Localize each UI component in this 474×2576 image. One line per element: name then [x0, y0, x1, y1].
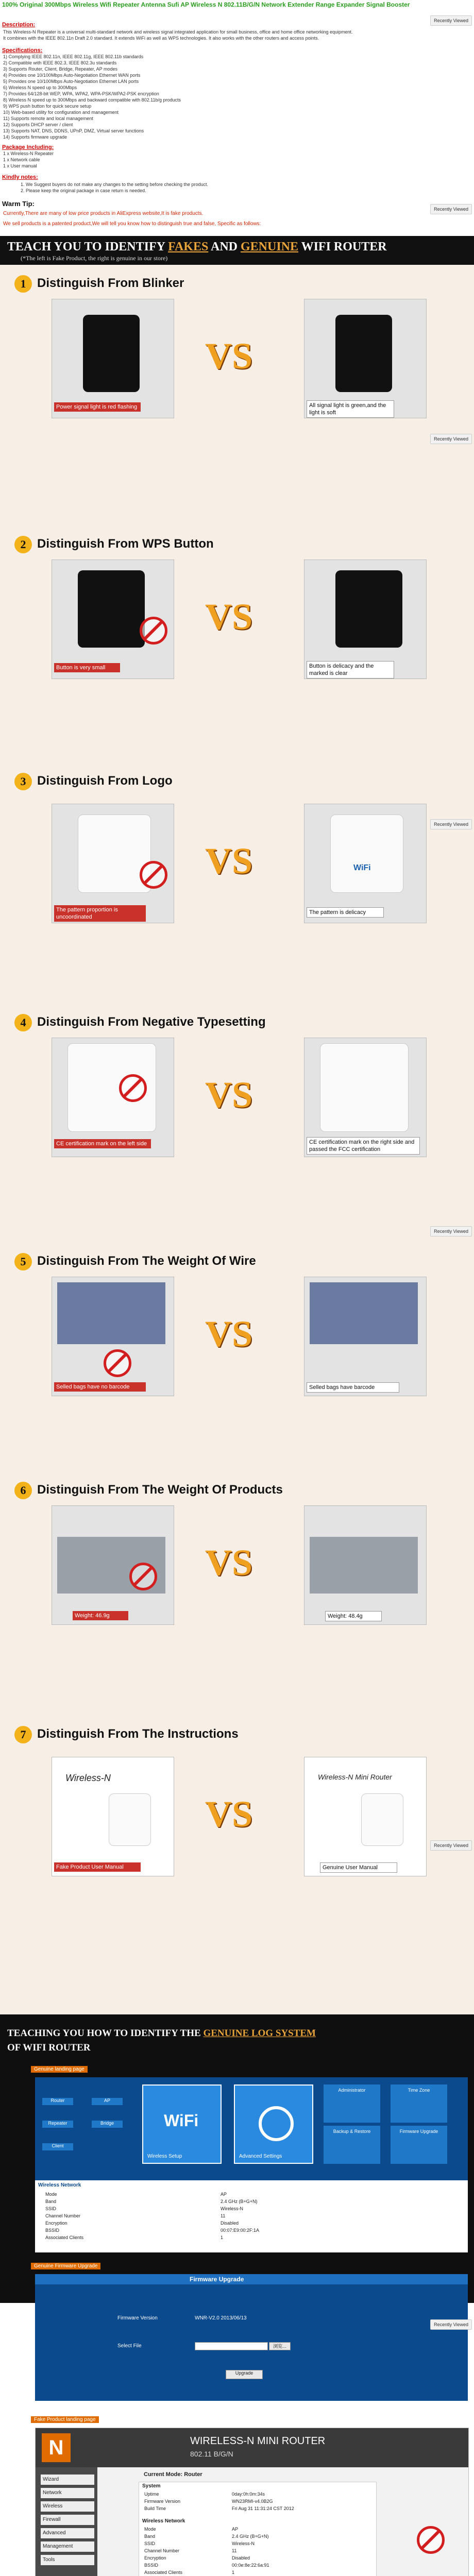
fake-product-photo [52, 1505, 174, 1625]
status-value: Disabled [221, 2221, 239, 2226]
vs-label: VS [205, 840, 253, 882]
status-value: 00:07:E9:00:2F:1A [221, 2228, 260, 2233]
fake-product-photo [52, 1038, 174, 1157]
fake-router-subtitle: 802.11 B/G/N [190, 2450, 233, 2458]
genuine-landing-label: Genuine landing page [31, 2066, 88, 2073]
status-value: AP [221, 2192, 227, 2197]
device-image [78, 570, 145, 648]
step-number-badge: 1 [14, 275, 32, 293]
device-image [109, 1793, 151, 1846]
step-title: Distinguish From WPS Button [37, 537, 214, 551]
step-title: Distinguish From The Weight Of Wire [37, 1254, 256, 1268]
device-label-image [320, 1043, 409, 1132]
wireless-key: Associated Clients [144, 2570, 183, 2575]
nav-client[interactable]: Client [42, 2143, 73, 2150]
genuine-caption: Genuine User Manual [320, 1862, 397, 1873]
status-key: SSID [45, 2206, 57, 2211]
wireless-key: SSID [144, 2541, 156, 2546]
genuine-caption: All signal light is green,and the light is soft [307, 400, 394, 418]
banner-subtitle: (*The left is Fake Product, the right is genuine in our store) [21, 255, 168, 262]
package-heading: Package Including: [2, 144, 54, 150]
wireless-key: BSSID [144, 2563, 159, 2568]
step-title: Distinguish From Negative Typesetting [37, 1015, 266, 1029]
device-image [361, 1793, 403, 1846]
wireless-key: Encryption [144, 2555, 166, 2561]
spec-line: 13) Supports NAT, DNS, DDNS, UPnP, DMZ, Virtual server functions [3, 128, 144, 133]
genuine-caption: Selled bags have barcode [307, 1382, 399, 1393]
fake-sidebar [36, 2467, 97, 2576]
recently-viewed-button[interactable]: Recently Viewed [430, 819, 472, 829]
kindly-note-line: 2. Please keep the original package in case return is needed. [21, 188, 146, 193]
step-title: Distinguish From The Weight Of Products [37, 1483, 283, 1497]
tile-label: Advanced Settings [239, 2154, 282, 2159]
browse-button[interactable]: 浏览... [269, 2342, 291, 2350]
fake-logo: N [42, 2433, 71, 2462]
fake-product-photo [52, 560, 174, 679]
genuine-product-photo [304, 804, 427, 923]
system-value: Fri Aug 31 11:31:24 CST 2012 [232, 2506, 294, 2511]
sidebar-item-network[interactable]: Network [41, 2488, 94, 2498]
nav-repeater[interactable]: Repeater [42, 2121, 73, 2128]
step-number-badge: 4 [14, 1014, 32, 1031]
wireless-value: 11 [232, 2548, 237, 2553]
spec-line: 1) Complying IEEE 802.11n, IEEE 802.11g, IEEE 802.11b standards [3, 54, 144, 59]
banner-fakes: FAKES [168, 240, 209, 253]
genuine-caption: Button is delicacy and the marked is clear [307, 661, 394, 679]
system-title: System [142, 2483, 161, 2489]
wireless-value: 00:0e:8e:22:6a:91 [232, 2563, 269, 2568]
status-value: 11 [221, 2213, 226, 2218]
fake-caption: Power signal light is red flashing [54, 402, 141, 412]
fake-caption: Fake Product User Manual [54, 1862, 141, 1872]
scale-image [310, 1282, 418, 1344]
spec-line: 6) Wireless N speed up to 300Mbps [3, 85, 77, 90]
wireless-key: Band [144, 2534, 156, 2539]
genuine-product-photo [304, 299, 427, 418]
genuine-product-photo [304, 1038, 427, 1157]
genuine-firmware-screenshot [35, 2274, 468, 2298]
status-value: Wireless-N [221, 2206, 243, 2211]
spec-line: 9) WPS push button for quick secure setup [3, 104, 92, 109]
genuine-manual-photo [304, 1757, 427, 1876]
warm-tip-line: We sell products is a patented product,We will tell you know how to distinguish true and false, Specific as follows: [3, 221, 261, 227]
spec-line: 5) Provides one 10/100Mbps Auto-Negotiation Ethernet LAN ports [3, 79, 139, 84]
step-title: Distinguish From Logo [37, 774, 173, 788]
nav-ap[interactable]: AP [92, 2098, 123, 2105]
fake-product-photo [52, 804, 174, 923]
status-key: BSSID [45, 2228, 60, 2233]
specifications-heading: Specifications: [2, 47, 43, 54]
genuine-product-photo [304, 1277, 427, 1396]
prohibited-icon [104, 1349, 131, 1377]
log-banner-highlight: GENUINE LOG SYSTEM [203, 2028, 316, 2039]
step-title: Distinguish From Blinker [37, 276, 184, 290]
backup-restore-link[interactable]: Backup & Restore [324, 2126, 380, 2164]
spec-line: 11) Supports remote and local management [3, 116, 93, 121]
device-image [335, 315, 392, 392]
fake-router-title: WIRELESS-N MINI ROUTER [190, 2435, 326, 2447]
banner-and: AND [210, 240, 238, 253]
vs-label: VS [205, 1074, 253, 1115]
genuine-landing-screenshot [35, 2077, 468, 2252]
fake-caption: CE certification mark on the left side [54, 1139, 151, 1148]
step-number-badge: 5 [14, 1253, 32, 1270]
status-key: Band [45, 2199, 57, 2204]
step-number-badge: 7 [14, 1726, 32, 1743]
genuine-firmware-label: Genuine Firmware Upgrade [31, 2263, 100, 2269]
prohibited-icon [140, 861, 167, 889]
wireless-value: Wireless-N [232, 2541, 255, 2546]
wireless-key: Channel Number [144, 2548, 180, 2553]
kindly-note-line: 1. We Suggest buyers do not make any changes to the setting before checking the product. [21, 182, 209, 187]
device-image [330, 815, 403, 893]
banner-suffix: WIFI ROUTER [301, 240, 387, 253]
manual-title: Wireless-N Mini Router [318, 1773, 392, 1781]
wireless-value: Disabled [232, 2555, 250, 2561]
current-mode-title: Current Mode: Router [144, 2471, 202, 2478]
genuine-caption: CE certification mark on the right side and passed the FCC certification [307, 1137, 420, 1155]
log-banner-line [7, 2028, 316, 2039]
kindly-note-heading: Kindly notes: [2, 174, 38, 180]
status-key: Mode [45, 2192, 57, 2197]
prohibited-icon [119, 1074, 147, 1102]
firmware-field-label: Select File [117, 2343, 142, 2349]
warm-tip-line: Currently,There are many of low price products in AliExpress website,It is fake products. [3, 211, 204, 216]
tile-label: Wireless Setup [147, 2154, 182, 2159]
fake-manual-photo [52, 1757, 174, 1876]
spec-line: 12) Supports DHCP server / client [3, 122, 73, 127]
step-title: Distinguish From The Instructions [37, 1727, 239, 1741]
step-number-badge: 3 [14, 773, 32, 790]
fake-caption: Weight: 46.9g [73, 1611, 128, 1620]
vs-label: VS [205, 1793, 253, 1835]
sidebar-item-management[interactable]: Management [41, 2541, 94, 2552]
system-key: Firmware Version [144, 2499, 181, 2504]
genuine-product-photo [304, 560, 427, 679]
recently-viewed-button[interactable]: Recently Viewed [430, 15, 472, 26]
upgrade-button[interactable]: Upgrade [226, 2370, 263, 2379]
description-line: This Wireless-N Repeater is a universal multi-standard network and wireless signal integrated application for small business, office and home office networking equipment. [3, 29, 353, 35]
device-image [78, 815, 151, 893]
genuine-caption: Weight: 48.4g [325, 1611, 382, 1621]
wireless-value: 1 [232, 2570, 235, 2575]
system-value: WN23RMI-v4.0B2G [232, 2499, 273, 2504]
firmware-version-value: WNR-V2.0 2013/06/13 [195, 2315, 247, 2321]
recently-viewed-button[interactable]: Recently Viewed [430, 434, 472, 444]
sidebar-item-tools[interactable]: Tools [41, 2555, 94, 2565]
spec-line: 4) Provides one 10/100Mbps Auto-Negotiation Ethernet WAN ports [3, 73, 141, 78]
status-value: 2.4 GHz (B+G+N) [221, 2199, 258, 2204]
description-heading: Description: [2, 22, 36, 28]
sidebar-item-firewall[interactable]: Firewall [41, 2515, 94, 2525]
wireless-setup-tile[interactable] [142, 2084, 222, 2164]
vs-label: VS [205, 596, 253, 637]
log-banner-suffix: OF WIFI ROUTER [7, 2042, 91, 2053]
spec-line: 7) Provides 64/128-bit WEP, WPA, WPA2, WPA-PSK/WPA2-PSK encryption [3, 91, 159, 96]
spec-line: 8) Wireless N speed up to 300Mbps and backward compatible with 802.11b/g products [3, 97, 181, 103]
time-zone-link[interactable]: Time Zone [391, 2084, 447, 2123]
recently-viewed-button[interactable]: Recently Viewed [430, 204, 472, 214]
genuine-product-photo [304, 1505, 427, 1625]
system-key: Build Time [144, 2506, 166, 2511]
nav-bridge[interactable]: Bridge [92, 2121, 123, 2128]
fakes-genuine-banner [0, 236, 474, 265]
vs-label: VS [205, 335, 253, 377]
status-key: Channel Number [45, 2213, 81, 2218]
banner-prefix: TEACH YOU TO IDENTIFY [7, 240, 165, 253]
genuine-firmware-body [35, 2298, 468, 2401]
firmware-field-label: Firmware Version [117, 2315, 158, 2321]
genuine-caption: The pattern is delicacy [307, 907, 384, 918]
log-banner-prefix: TEACHING YOU HOW TO IDENTIFY THE [7, 2028, 201, 2039]
fake-caption: Selled bags have no barcode [54, 1382, 146, 1392]
package-line: 1 x Wireless-N Repeater [3, 151, 54, 156]
wifi-logo: WiFi [353, 863, 371, 872]
prohibited-icon [129, 1563, 157, 1590]
step-number-badge: 2 [14, 536, 32, 553]
firmware-title: Firmware Upgrade [190, 2276, 244, 2283]
vs-label: VS [205, 1313, 253, 1354]
system-key: Uptime [144, 2492, 159, 2497]
advanced-settings-tile[interactable] [234, 2084, 313, 2164]
spec-line: 14) Supports firmware upgrade [3, 134, 67, 140]
nav-router[interactable]: Router [42, 2098, 73, 2105]
wireless-value: 2.4 GHz (B+G+N) [232, 2534, 269, 2539]
firmware-upgrade-link[interactable]: Firmware Upgrade [391, 2126, 447, 2164]
prohibited-icon [417, 2526, 445, 2554]
fake-caption: The pattern proportion is uncoordinated [54, 905, 146, 922]
recently-viewed-button[interactable]: Recently Viewed [430, 2319, 472, 2330]
fake-caption: Button is very small [54, 663, 120, 672]
package-line: 1 x Network cable [3, 157, 40, 162]
vs-label: VS [205, 1542, 253, 1583]
administrator-link[interactable]: Administrator [324, 2084, 380, 2123]
description-line: It combines with the IEEE 802.11n Draft 2.0 standard. It extends WiFi as well as WPS technologies. It also works with the other routers and access points. [3, 36, 319, 41]
prohibited-icon [140, 617, 167, 645]
recently-viewed-button[interactable]: Recently Viewed [430, 1226, 472, 1236]
scale-image [310, 1537, 418, 1594]
status-panel [35, 2180, 468, 2252]
device-image [335, 570, 402, 648]
wireless-key: Mode [144, 2527, 156, 2532]
package-line: 1 x User manual [3, 163, 37, 168]
sidebar-item-wizard[interactable]: Wizard [41, 2475, 94, 2485]
fake-landing-label: Fake Product landing page [31, 2416, 99, 2423]
status-value: 1 [221, 2235, 224, 2240]
spec-line: 2) Compatible with IEEE 802.3, IEEE 802.3u standards [3, 60, 117, 65]
status-panel [139, 2482, 377, 2576]
scale-image [57, 1282, 165, 1344]
status-title: Wireless Network [38, 2182, 81, 2188]
recently-viewed-button[interactable]: Recently Viewed [430, 1840, 472, 1851]
wifi-icon: WiFi [164, 2111, 199, 2130]
wireless-value: AP [232, 2527, 239, 2532]
sidebar-item-wireless[interactable]: Wireless [41, 2501, 94, 2512]
banner-genuine: GENUINE [240, 240, 299, 253]
fake-product-photo [52, 1277, 174, 1396]
fake-product-photo [52, 299, 174, 418]
fake-landing-screenshot [35, 2428, 469, 2576]
spec-line: 3) Supports Router, Client, Bridge, Repeater, AP modes [3, 66, 117, 72]
manual-title: Wireless-N [65, 1773, 111, 1783]
status-key: Encryption [45, 2221, 67, 2226]
status-key: Associated Clients [45, 2235, 84, 2240]
internet-explorer-icon [259, 2106, 294, 2141]
sidebar-item-advanced[interactable]: Advanced [41, 2528, 94, 2538]
spec-line: 10) Web-based utility for configuration and management [3, 110, 118, 115]
device-image [83, 315, 140, 392]
file-path-input[interactable] [195, 2342, 268, 2350]
warm-tip-heading: Warm Tip: [2, 200, 35, 208]
system-value: 0day:0h:0m:34s [232, 2492, 265, 2497]
wireless-title: Wireless Network [142, 2518, 185, 2524]
step-number-badge: 6 [14, 1482, 32, 1499]
product-title: 100% Original 300Mbps Wireless Wifi Repeater Antenna Sufi AP Wireless N 802.11B/G/N Network Extender Range Expander Signal Booster [2, 1, 410, 8]
